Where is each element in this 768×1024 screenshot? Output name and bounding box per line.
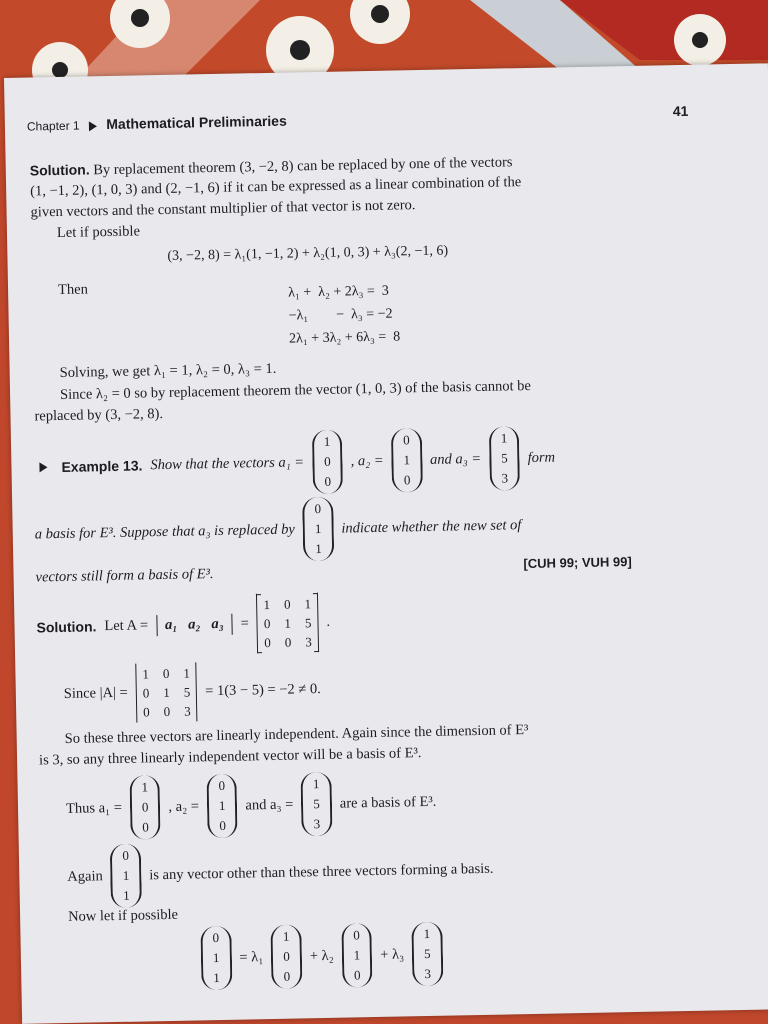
determinant-result: = 1(3 − 5) = −2 ≠ 0. — [205, 681, 321, 700]
independence-line-2: is 3, so any three linearly independent vector will be a basis of E³. — [38, 745, 422, 769]
example-line-2 — [34, 493, 522, 566]
a2-label: , a₂ = — [350, 452, 384, 469]
column-vectors: a₁ a₂ a₃ — [156, 613, 233, 635]
solution1-line2: (1, −1, 2), (1, 0, 3) and (2, −1, 6) if it can be expressed as a linear combination of the — [30, 174, 522, 200]
example-label: Example 13. — [61, 457, 143, 475]
vector-a1: 1 0 0 — [129, 775, 161, 840]
system-row-1: λ₁ + λ₂ + 2λ₃ = 3 — [288, 283, 390, 301]
vector-a3: 1 5 3 — [411, 922, 443, 987]
chapter-label: Chapter 1 — [26, 118, 80, 134]
vector-replacement: 0 1 1 — [302, 497, 334, 562]
vector-a3: 1 5 3 — [489, 426, 521, 491]
a3-label: and a₃ = — [429, 450, 482, 468]
example-text-2a: a basis for E³. Suppose that a₃ is replaced by — [34, 521, 296, 542]
thus-and-label: and a₃ = — [245, 796, 294, 813]
again-text: is any vector other than these three vectors forming a basis. — [149, 860, 494, 883]
example-line-1 — [33, 425, 556, 499]
exam-reference: [CUH 99; VUH 99] — [523, 554, 632, 572]
matrix-a: 1 0 1 0 1 5 0 0 3 — [256, 592, 319, 653]
again-line — [67, 837, 494, 909]
solution1-text: By replacement theorem (3, −2, 8) can be replaced by one of the vectors — [93, 154, 513, 179]
thus-end: are a basis of E³. — [339, 793, 437, 812]
determinant-line — [63, 660, 321, 724]
system-row-3: 2λ₁ + 3λ₂ + 6λ₃ = 8 — [288, 329, 401, 347]
again-label: Again — [67, 867, 103, 885]
since-det-label: Since |A| = — [63, 684, 128, 702]
thus-line — [65, 770, 437, 841]
independence-line-1: So these three vectors are linearly independent. Again since the dimension of E³ — [64, 722, 529, 747]
vector-a2: 0 1 0 — [391, 428, 423, 493]
triangle-arrow-icon — [39, 462, 47, 472]
thus-a1-label: Thus a₁ = — [65, 799, 123, 817]
solution1-line3: given vectors and the constant multiplier of that vector is not zero. — [30, 197, 416, 221]
solving-line: Solving, we get λ₁ = 1, λ₂ = 0, λ₃ = 1. — [59, 360, 277, 381]
vector-a2: 0 1 0 — [341, 923, 373, 988]
linear-combination-equation: (3, −2, 8) = λ₁(1, −1, 2) + λ₂(1, 0, 3) + λ₃(2, −1, 6) — [167, 243, 449, 264]
page-number: 41 — [672, 102, 689, 120]
solution-label: Solution. — [36, 618, 97, 636]
solution-label: Solution. — [29, 161, 90, 179]
running-header — [27, 113, 287, 134]
triangle-arrow-icon — [89, 121, 97, 131]
example-text-1: Show that the vectors a₁ = — [150, 453, 305, 473]
book-page — [4, 63, 768, 1023]
let-if-possible: Let if possible — [56, 223, 141, 242]
example-text-3: vectors still form a basis of E³. — [35, 566, 214, 586]
vector-a2: 0 1 0 — [206, 774, 238, 839]
let-a-label: Let A = — [104, 616, 149, 634]
then-label: Then — [57, 281, 89, 298]
lambda2-coefficient: + λ₂ — [309, 947, 334, 964]
now-let-line: Now let if possible — [67, 906, 179, 925]
thus-a2-label: , a₂ = — [168, 797, 200, 815]
final-equation — [200, 922, 443, 991]
lambda1-coefficient: = λ₁ — [239, 948, 264, 966]
vector-replacement: 0 1 1 — [110, 844, 142, 909]
lambda3-coefficient: + λ₃ — [380, 945, 405, 963]
form-word: form — [527, 448, 556, 466]
since-line-1: Since λ₂ = 0 so by replacement theorem the vector (1, 0, 3) of the basis cannot be — [59, 377, 531, 403]
solution2-matrix-line: Solution. Let A = a₁ a₂ a₃ = 1 0 1 0 1 5 0 0 3 . — [36, 592, 331, 658]
vector-a3: 1 5 3 — [301, 772, 333, 837]
vector-a1: 1 0 0 — [312, 430, 344, 495]
since-line-2: replaced by (3, −2, 8). — [34, 406, 164, 425]
chapter-title: Mathematical Preliminaries — [106, 112, 287, 133]
vector-replacement: 0 1 1 — [200, 926, 232, 991]
example-text-2b: indicate whether the new set of — [341, 516, 522, 537]
determinant-a: 1 0 1 0 1 5 0 0 3 — [135, 662, 198, 722]
vector-a1: 1 0 0 — [271, 924, 303, 989]
system-row-2: −λ₁ − λ₃ = −2 — [288, 306, 393, 324]
